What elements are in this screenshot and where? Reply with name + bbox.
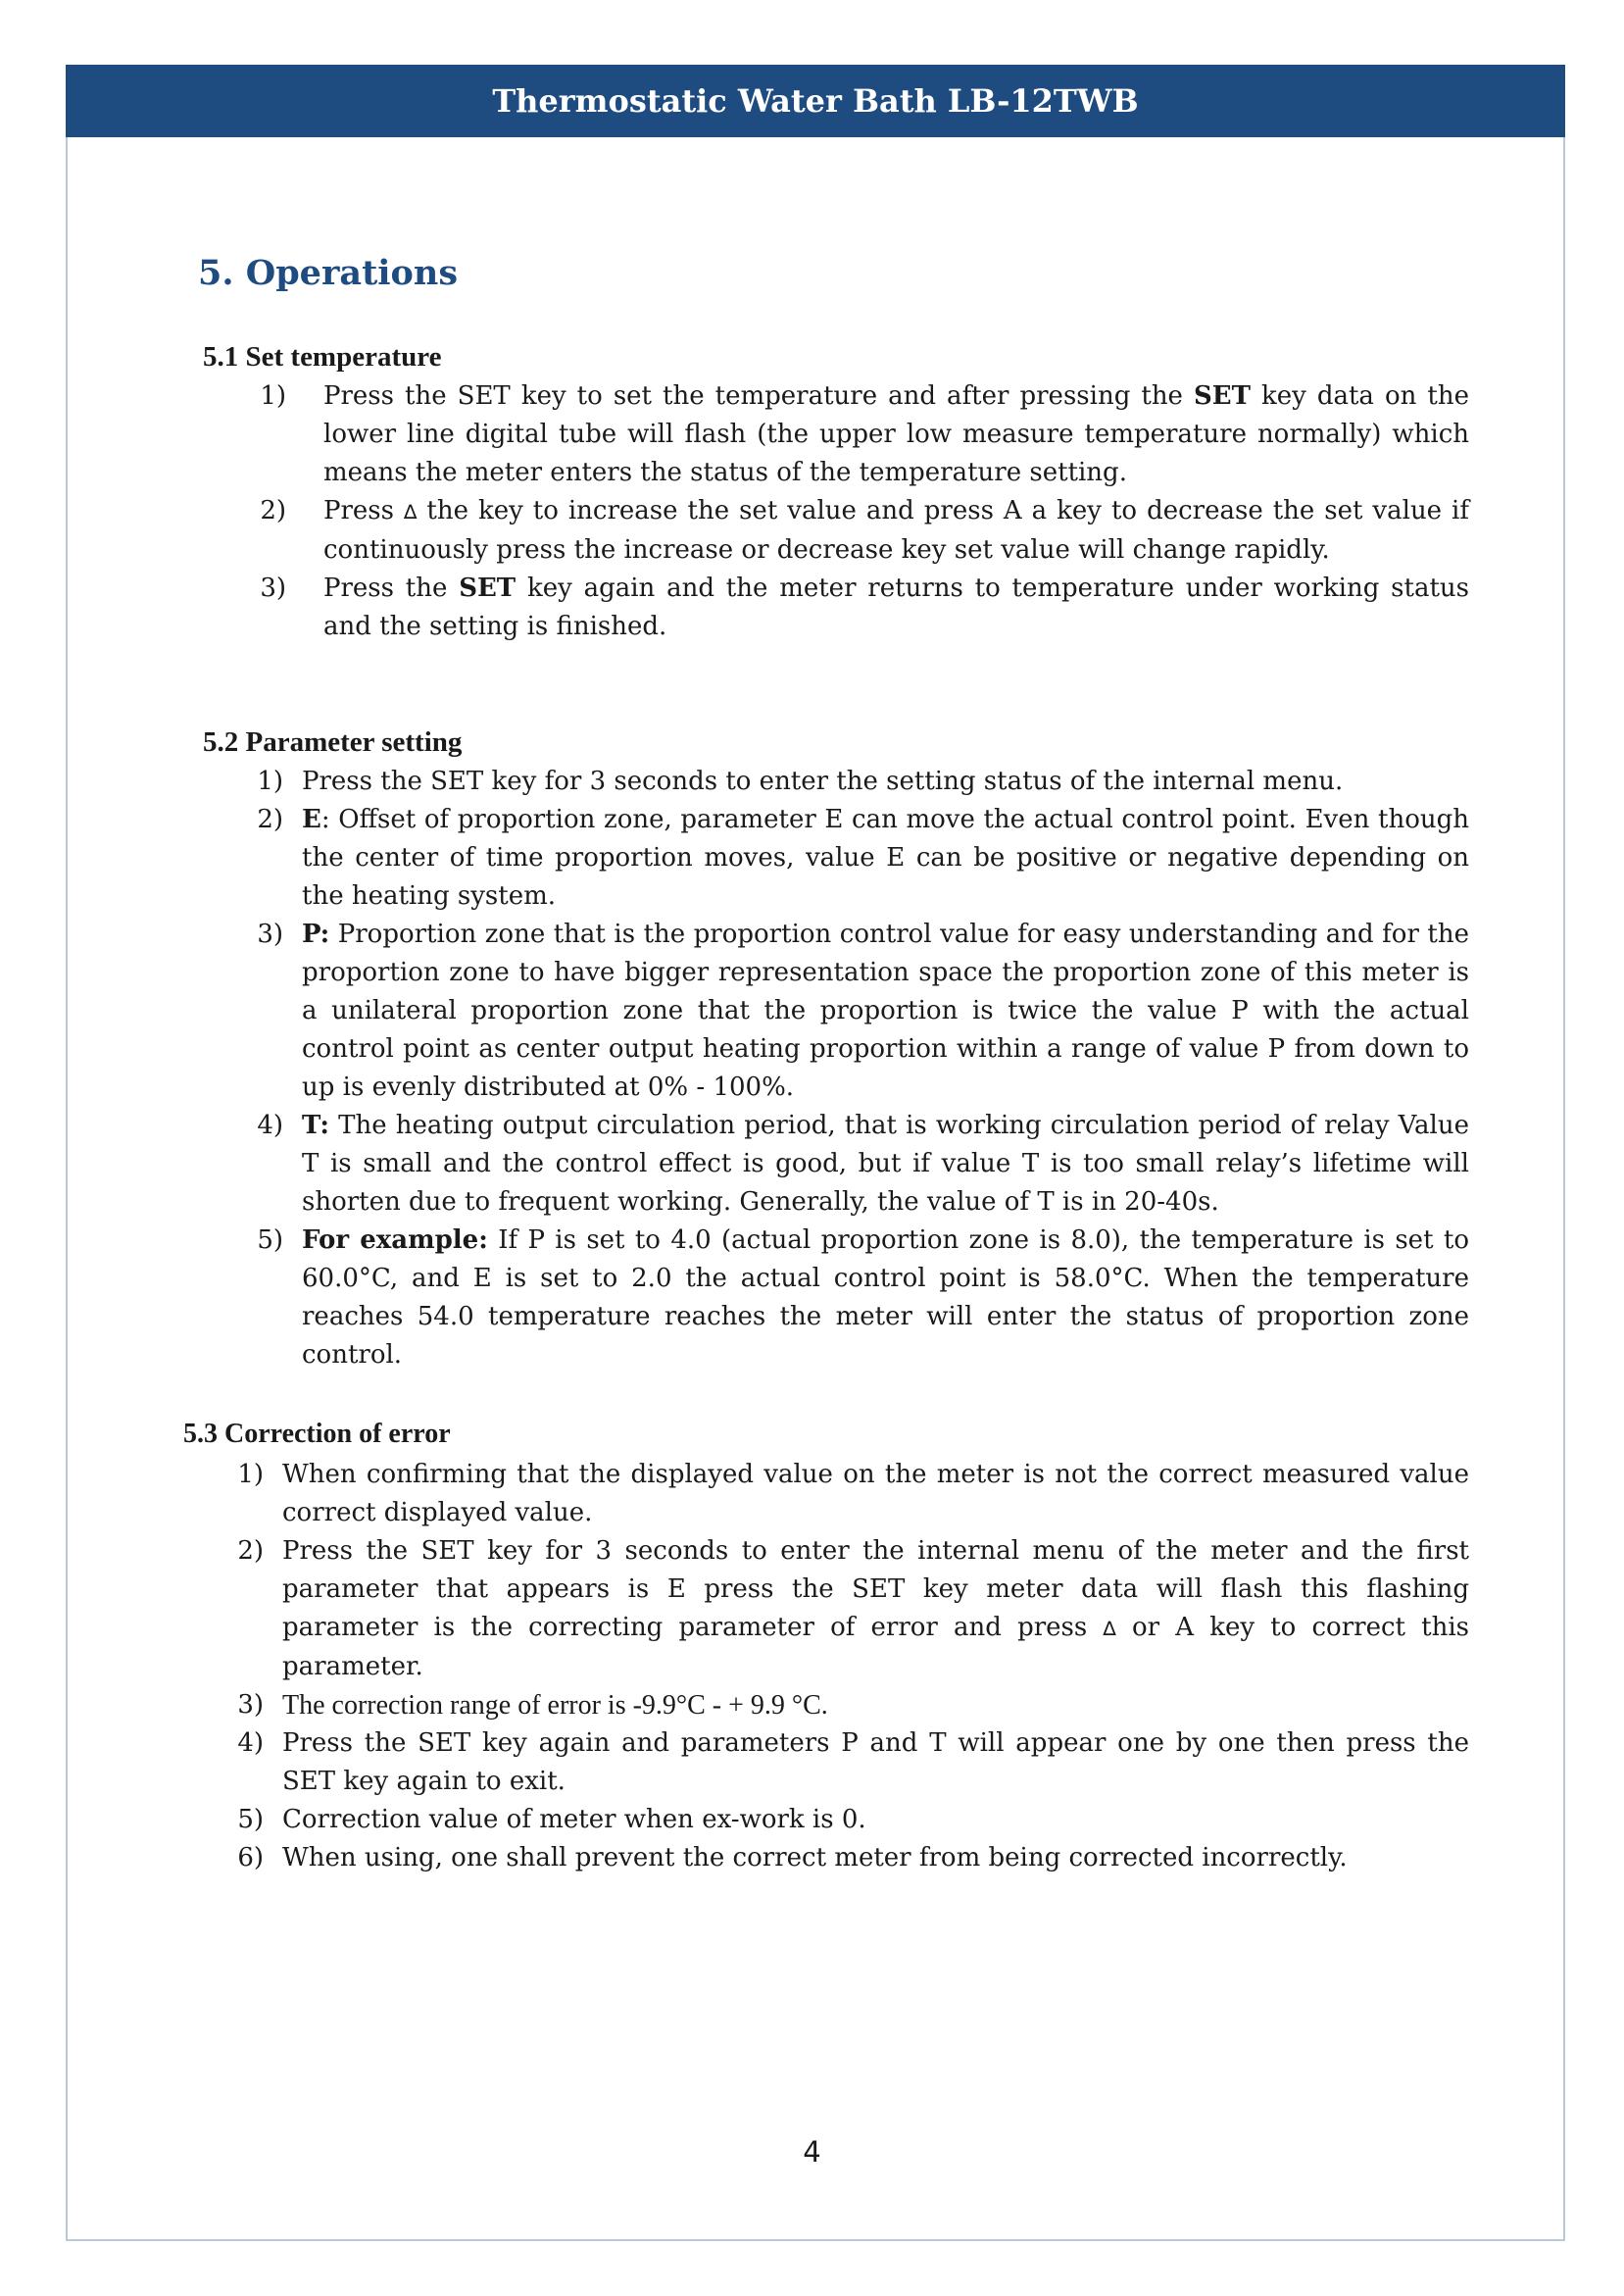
item-number: 5) — [237, 1805, 264, 1834]
list-item: 5) For example: If P is set to 4.0 (actual proportion zone is 8.0), the temperature is set to 60.0°C, and E is set to 2.0 the actual control point is 58.0°C. When the temperature reaches 54.0 temperature reaches the meter will enter the status of proportion zone control. — [250, 1222, 1469, 1374]
item-number: 2) — [237, 1536, 264, 1566]
item-number: 6) — [237, 1843, 264, 1872]
subsection-heading-parameter-setting: 5.2 Parameter setting — [203, 726, 463, 758]
list-item: 5) Correction value of meter when ex-work is 0. — [230, 1801, 1469, 1839]
increase-key-icon: ∆ — [1103, 1617, 1116, 1640]
page-header — [66, 65, 1565, 137]
list-item: 2) Press ∆ the key to increase the set value and press A a key to decrease the set value if continuously press the increase or decrease key set value will change rapidly. — [257, 492, 1469, 570]
section-title: 5. Operations — [198, 253, 459, 293]
list-item: 3) The correction range of error is -9.9°C - + 9.9 °C. — [230, 1686, 1469, 1724]
item-number: 4) — [237, 1728, 264, 1758]
item-number: 5) — [257, 1225, 283, 1255]
item-number: 4) — [257, 1111, 283, 1140]
item-number: 2) — [260, 496, 286, 525]
item-number: 1) — [257, 767, 283, 796]
item-number: 1) — [237, 1460, 264, 1489]
parameter-setting-list — [250, 763, 1469, 1374]
item-number: 3) — [260, 574, 286, 603]
item-number: 3) — [257, 920, 283, 949]
list-item: 4) T: The heating output circulation period, that is working circulation period of relay Value T is small and the control effect is good, but if value T is too small relay’s lifetime will shorten due to frequent working. Generally, the value of T is in 20-40s. — [250, 1107, 1469, 1222]
header-title: Thermostatic Water Bath LB-12TWB — [492, 82, 1139, 120]
list-item: 1) When confirming that the displayed value on the meter is not the correct measured value correct displayed value. — [230, 1456, 1469, 1532]
list-item: 3) P: Proportion zone that is the proportion control value for easy understanding and for the proportion zone to have bigger representation space the proportion zone of this meter is a unilateral proportion zone that the proportion is twice the value P with the actual control point as center output heating proportion within a range of value P from down to up is evenly distributed at 0% - 100%. — [250, 916, 1469, 1107]
item-number: 3) — [237, 1690, 264, 1720]
list-item: 2) E: Offset of proportion zone, parameter E can move the actual control point. Even though the center of time proportion moves, value E can be positive or negative depending on the heating system. — [250, 801, 1469, 916]
list-item: 6) When using, one shall prevent the correct meter from being corrected incorrectly. — [230, 1839, 1469, 1877]
list-item: 4) Press the SET key again and parameters P and T will appear one by one then press the SET key again to exit. — [230, 1724, 1469, 1801]
list-item: 2) Press the SET key for 3 seconds to enter the internal menu of the meter and the first parameter that appears is E press the SET key meter data will flash this flashing parameter is the correcting parameter of error and press ∆ or A key to correct this parameter. — [230, 1532, 1469, 1686]
page-number: 4 — [803, 2135, 821, 2169]
list-item: 3) Press the SET key again and the meter returns to temperature under working status and the setting is finished. — [257, 570, 1469, 646]
list-item: 1) Press the SET key to set the temperature and after pressing the SET key data on the lower line digital tube will flash (the upper low measure temperature normally) which means the meter enters the status of the temperature setting. — [257, 377, 1469, 492]
increase-key-icon: ∆ — [404, 500, 418, 524]
list-item: 1) Press the SET key for 3 seconds to enter the setting status of the internal menu. — [250, 763, 1469, 801]
set-temperature-list — [257, 377, 1469, 646]
item-number: 2) — [257, 805, 283, 834]
correction-of-error-list — [230, 1456, 1469, 1877]
item-number: 1) — [260, 381, 286, 411]
subsection-heading-set-temperature: 5.1 Set temperature — [203, 341, 442, 373]
subsection-heading-correction-of-error: 5.3 Correction of error — [183, 1419, 451, 1449]
